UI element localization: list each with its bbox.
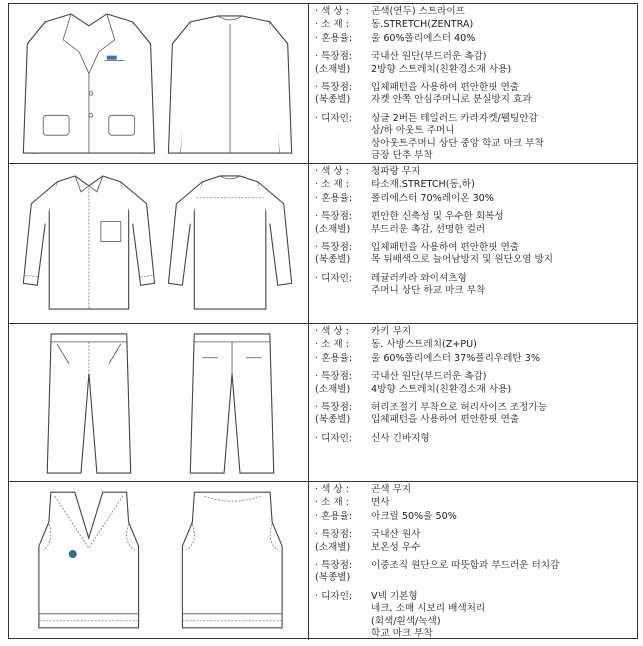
spec-value: 동. 사방스트레치(Z+PU): [371, 339, 477, 351]
spec-value: 자켓 안쪽 안심주머니로 분실방지 효과: [371, 94, 532, 106]
spec-value: 울 60%폴리에스터 37%폴리우레탄 3%: [371, 352, 540, 364]
spec-value: 부드러운 촉감, 선명한 컬러: [371, 223, 486, 235]
spec-label: · 특장점: (복종별): [315, 402, 353, 426]
spec-label: · 소 재 :: [315, 179, 349, 191]
spec-label: · 특장점: (소재별): [315, 371, 353, 395]
spec-label: · 혼용율:: [315, 192, 353, 204]
spec-value: 학교 마크 부착: [371, 628, 433, 640]
spec-value: 입체패턴을 사용하여 편안한핏 연출: [371, 414, 520, 426]
shirt-spec: [315, 166, 633, 304]
shirt-illustration: [9, 164, 309, 323]
spec-value: 금장 단추 부착: [371, 150, 433, 162]
spec-value: 네크, 소매 시보리 배색처리: [371, 603, 486, 615]
spec-value: 주머니 상단 하교 마크 부착: [371, 285, 486, 297]
spec-value: 청파랑 무지: [371, 166, 421, 177]
vest-back: [182, 492, 282, 628]
spec-value: 카키 무지: [371, 326, 412, 337]
spec-label: · 혼용율:: [315, 352, 353, 364]
spec-label: · 혼용율:: [315, 32, 353, 44]
spec-value: 타소재.STRETCH(동,하): [371, 179, 475, 191]
spec-label: · 색 상 :: [315, 6, 349, 17]
spec-value: 편안한 신축성 및 우수한 회복성: [371, 211, 504, 223]
spec-value: 2방향 스트레치(친환경소재 사용): [371, 63, 512, 75]
spec-value: 국내산 원단(부드러운 촉감): [371, 371, 487, 383]
jacket-spec: [315, 6, 633, 168]
spec-label: · 특장점: (소재별): [315, 51, 353, 75]
jacket-illustration: [9, 4, 309, 163]
spec-label: · 색 상 :: [315, 326, 349, 337]
jacket-back: [168, 16, 291, 153]
spec-value: 4방향 스트레치(친환경소재 사용): [371, 383, 512, 395]
spec-label: · 색 상 :: [315, 484, 349, 495]
spec-value: 입체패턴을 사용하여 편안한핏 연출: [371, 82, 520, 94]
spec-label: · 디자인:: [315, 112, 353, 124]
pants-illustration: [9, 324, 309, 481]
pants-front: [47, 334, 130, 473]
jacket-front: [23, 14, 154, 153]
school-mark: [107, 56, 117, 60]
shirt-back: [168, 176, 291, 309]
spec-value: 입체패턴을 사용하여 편안한핏 연출: [371, 242, 520, 254]
spec-value: 아크릴 50%울 50%: [371, 510, 457, 522]
vest-illustration: [9, 482, 309, 640]
spec-label: · 디자인:: [315, 432, 353, 444]
spec-row-vest: [9, 482, 637, 640]
spec-value: 상아웃트주머니 상단 중앙 학교 마크 부착: [371, 137, 544, 149]
spec-value: 폴리에스터 70%레이온 30%: [371, 192, 494, 204]
spec-label: · 소 재 :: [315, 497, 349, 509]
spec-row-pants: [9, 324, 637, 482]
pants-spec: [315, 326, 633, 451]
spec-label: · 특장점: (복종별): [315, 242, 353, 266]
shirt-front: [23, 176, 154, 309]
spec-label: · 색 상 :: [315, 166, 349, 177]
spec-row-jacket: [9, 4, 637, 164]
spec-row-shirt: [9, 164, 637, 324]
spec-label: · 소 재 :: [315, 339, 349, 351]
spec-value: 신사 긴바지형: [371, 432, 430, 444]
spec-value: 허리조절기 부착으로 허리사이즈 조정가능: [371, 402, 547, 414]
spec-value: 보온성 우수: [371, 541, 421, 553]
vest-school-mark: [69, 550, 77, 558]
spec-value: 울 60%폴리에스터 40%: [371, 32, 476, 44]
spec-value: 목 뒤배색으로 늘어남방지 및 원단오염 방지: [371, 254, 554, 266]
spec-value: 레귤러카라 와이셔츠형: [371, 272, 467, 284]
spec-label: · 혼용율:: [315, 510, 353, 522]
spec-value: 국내산 원사: [371, 529, 421, 541]
uniform-spec-sheet: [8, 3, 638, 639]
spec-label: · 특장점: (복종별): [315, 82, 353, 106]
spec-value: V넥 기본형: [371, 590, 418, 602]
spec-label: · 특장점: (소재별): [315, 211, 353, 235]
spec-value: 이중조직 원단으로 따뜻함과 부드러운 터치감: [371, 560, 560, 572]
vest-spec: [315, 484, 633, 646]
spec-value: 싱글 2버튼 테일러드 카라자켓/웰팅안감: [371, 112, 538, 124]
spec-label: · 특장점: (복종별): [315, 560, 353, 584]
vest-front: [39, 492, 139, 628]
spec-value: 동.STRETCH(ZENTRA): [371, 19, 474, 31]
pants-back: [190, 334, 273, 473]
spec-value: 곤색(연두) 스트라이프: [371, 6, 465, 17]
spec-value: (회색/흰색/녹색): [371, 615, 441, 627]
spec-value: 곤색 무지: [371, 484, 412, 495]
spec-label: · 디자인:: [315, 590, 353, 602]
spec-label: · 디자인:: [315, 272, 353, 284]
spec-value: 상/하 아웃트 주머니: [371, 125, 455, 137]
spec-value: 면사: [371, 497, 390, 509]
spec-value: 국내산 원단(부드러운 촉감): [371, 51, 487, 63]
spec-label: · 특장점: (소재별): [315, 529, 353, 553]
spec-label: · 소 재 :: [315, 19, 349, 31]
